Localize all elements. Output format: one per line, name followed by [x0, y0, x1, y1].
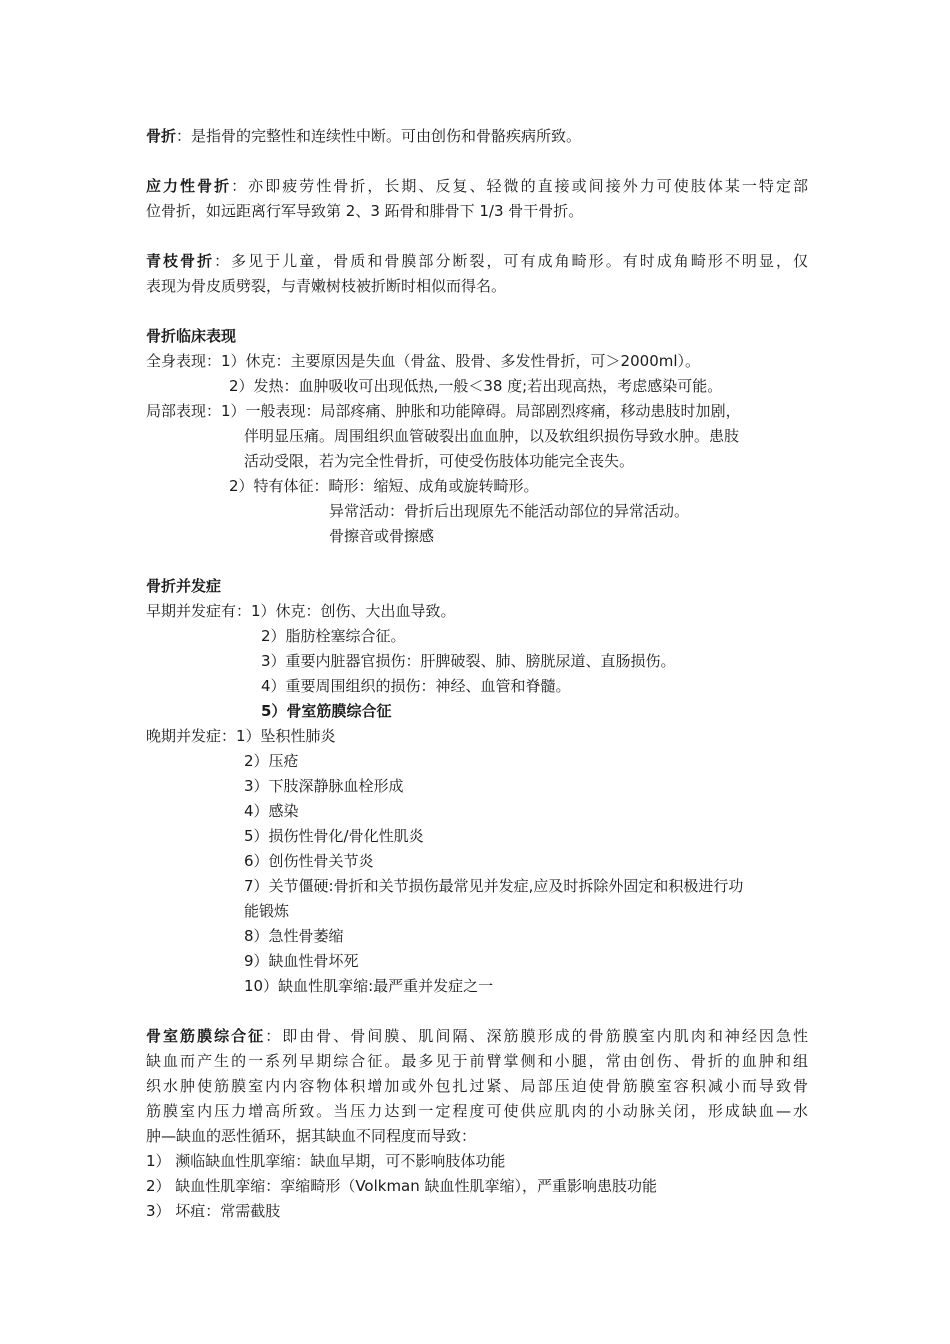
- early-item: 5）骨室筋膜综合征: [261, 702, 392, 720]
- late-item: 5）损伤性骨化/骨化性肌炎: [244, 827, 424, 845]
- late-item: 8）急性骨萎缩: [244, 927, 344, 945]
- local-line2: 伴明显压痛。周围组织血管破裂出血血肿，以及软组织损伤导致水肿。患肢: [244, 427, 740, 445]
- early-item: 早期并发症有：1）休克：创伤、大出血导致。: [146, 602, 456, 620]
- fracture-text: ：是指骨的完整性和连续性中断。可由创伤和骨骼疾病所致。: [176, 127, 582, 145]
- compartment-line3: 织水肿使筋膜室内内容物体积增加或外包扎过紧、局部压迫使骨筋膜室容积减小而导致骨: [146, 1077, 808, 1095]
- stress-definition-line2: 位骨折，如远距离行军导致第 2、3 跖骨和腓骨下 1/3 骨干骨折。: [146, 202, 584, 220]
- complications-heading: 骨折并发症: [146, 577, 222, 595]
- compartment-line4: 筋膜室内压力增高所致。当压力达到一定程度可使供应肌肉的小动脉关闭，形成缺血—水: [146, 1102, 808, 1120]
- late-item: 9）缺血性骨坏死: [244, 952, 359, 970]
- document-page: [146, 124, 808, 1224]
- late-item: 10）缺血性肌挛缩:最严重并发症之一: [244, 977, 494, 995]
- compartment-line2: 缺血而产生的一系列早期综合征。最多见于前臂掌侧和小腿，常由创伤、骨折的血肿和组: [146, 1052, 808, 1070]
- early-item: 2）脂肪栓塞综合征。: [261, 627, 406, 645]
- outcome-item: 2） 缺血性肌挛缩：挛缩畸形（Volkman 缺血性肌挛缩），严重影响患肢功能: [146, 1177, 658, 1195]
- compartment-term: 骨室筋膜综合征: [146, 1027, 266, 1045]
- local-line4: 2）特有体征：畸形：缩短、成角或旋转畸形。: [229, 477, 539, 495]
- compartment-line1: 骨室筋膜综合征：即由骨、骨间膜、肌间隔、深筋膜形成的骨筋膜室内肌肉和神经因急性: [146, 1027, 808, 1045]
- late-item: 7）关节僵硬:骨折和关节损伤最常见并发症,应及时拆除外固定和积极进行功: [244, 877, 744, 895]
- fracture-term: 骨折: [146, 127, 177, 145]
- late-item: 4）感染: [244, 802, 299, 820]
- local-crepitus: 骨擦音或骨擦感: [329, 527, 435, 545]
- systemic-line1: 全身表现：1）休克：主要原因是失血（骨盆、股骨、多发性骨折，可＞2000ml）。: [146, 352, 701, 370]
- outcome-item: 1） 濒临缺血性肌挛缩：缺血早期，可不影响肢体功能: [146, 1152, 506, 1170]
- systemic-line2: 2）发热：血肿吸收可出现低热,一般＜38 度;若出现高热，考虑感染可能。: [229, 377, 723, 395]
- early-item: 4）重要周围组织的损伤：神经、血管和脊髓。: [261, 677, 571, 695]
- greenstick-term: 青枝骨折: [146, 252, 215, 270]
- compartment-line5: 肿—缺血的恶性循环，据其缺血不同程度而导致：: [146, 1127, 477, 1145]
- stress-definition-line1: 应力性骨折：亦即疲劳性骨折，长期、反复、轻微的直接或间接外力可使肢体某一特定部: [146, 177, 808, 195]
- late-item: 晚期并发症：1）坠积性肺炎: [146, 727, 336, 745]
- late-item: 3）下肢深静脉血栓形成: [244, 777, 404, 795]
- greenstick-definition-line2: 表现为骨皮质劈裂，与青嫩树枝被折断时相似而得名。: [146, 277, 507, 295]
- local-line3: 活动受限，若为完全性骨折，可使受伤肢体功能完全丧失。: [244, 452, 635, 470]
- late-item: 6）创伤性骨关节炎: [244, 852, 374, 870]
- early-item: 3）重要内脏器官损伤：肝脾破裂、肺、膀胱尿道、直肠损伤。: [261, 652, 676, 670]
- local-abnormal: 异常活动：骨折后出现原先不能活动部位的异常活动。: [329, 502, 690, 520]
- fracture-definition: [146, 124, 808, 149]
- greenstick-definition-line1: 青枝骨折：多见于儿童，骨质和骨膜部分断裂，可有成角畸形。有时成角畸形不明显，仅: [146, 252, 808, 270]
- outcome-item: 3） 坏疽：常需截肢: [146, 1202, 281, 1220]
- late-item: 能锻炼: [244, 902, 290, 920]
- clinical-heading: 骨折临床表现: [146, 327, 237, 345]
- late-item: 2）压疮: [244, 752, 299, 770]
- stress-term: 应力性骨折: [146, 177, 232, 195]
- local-line1: 局部表现：1）一般表现：局部疼痛、肿胀和功能障碍。局部剧烈疼痛，移动患肢时加剧，: [146, 402, 741, 420]
